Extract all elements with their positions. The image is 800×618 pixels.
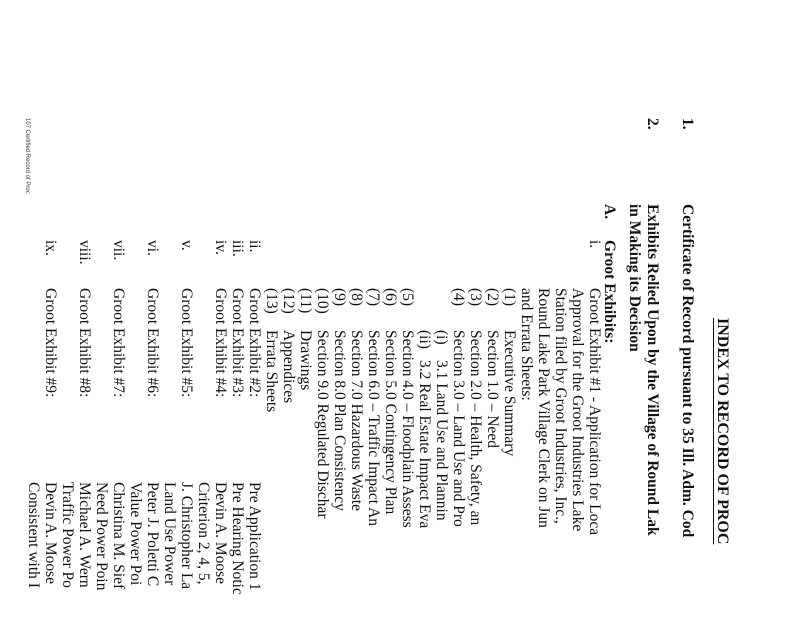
- text-line-ix-desc: Devin A. Moose: [42, 482, 59, 585]
- text-line-iii: iii.: [229, 240, 246, 257]
- text-line-n3: (3): [467, 288, 484, 307]
- text-line-n2-text: Section 1.0 – Need: [484, 330, 501, 448]
- text-line-n6-text: Section 5.0 Contingency Plan: [382, 330, 399, 515]
- text-line-item2-text: Exhibits Relied Upon by the Village of Round Lak: [644, 204, 661, 536]
- text-line-v-desc-2: Land Use Power: [161, 482, 178, 586]
- text-line-n12-text: Appendices: [280, 330, 297, 404]
- text-line-vi-text: Groot Exhibit #6:: [144, 288, 161, 398]
- text-line-vii-desc-2: Need Power Poin: [93, 482, 110, 591]
- page-footer: 107 Certified Record of Proc: [24, 118, 30, 194]
- text-line-i-text: Groot Exhibit #1 - Application for Loca: [586, 288, 603, 536]
- text-line-ix-desc-2: Consistent with I: [25, 482, 42, 588]
- text-line-n2: (2): [484, 288, 501, 307]
- text-line-n9-text: Section 8.0 Plan Consistency: [331, 330, 348, 511]
- text-line-iv-desc-2: Criterion 2, 4, 5,: [195, 482, 212, 585]
- text-line-vii: vii.: [110, 240, 127, 261]
- text-line-ni-text: 3.1 Land Use and Plannin: [433, 360, 450, 521]
- text-line-iv: iv.: [212, 240, 229, 255]
- text-line-viii-desc: Michael A. Wern: [76, 482, 93, 588]
- text-line-v-text: Groot Exhibit #5:: [178, 288, 195, 398]
- page-title: INDEX TO RECORD OF PROC: [714, 318, 731, 545]
- text-line-iv-desc: Devin A. Moose: [212, 482, 229, 585]
- text-line-v: v.: [178, 240, 195, 251]
- text-line-n12: (12): [280, 288, 297, 314]
- text-line-n8: (8): [348, 288, 365, 307]
- text-line-n5-text: Section 4.0 – Floodplain Assess: [399, 330, 416, 528]
- text-line-n10: (10): [314, 288, 331, 314]
- text-line-item2-text-2: in Making its Decision: [626, 204, 643, 352]
- text-line-i-text-2: Approval for the Groot Industries Lake: [569, 288, 586, 532]
- text-line-v-desc: J. Christopher La: [178, 482, 195, 590]
- text-line-n6: (6): [382, 288, 399, 307]
- text-line-vi-desc-2: Value Power Poi: [127, 482, 144, 586]
- text-line-n13-text: Errata Sheets: [263, 330, 280, 413]
- text-line-n13: (13): [263, 288, 280, 314]
- text-line-n9: (9): [331, 288, 348, 307]
- text-line-n4: (4): [450, 288, 467, 307]
- text-line-itemA: A.: [601, 204, 618, 220]
- text-line-item2: 2.: [644, 118, 661, 130]
- text-line-vii-desc: Christina M. Sief: [110, 482, 127, 590]
- text-line-n7-text: Section 6.0 – Traffic Impact An: [365, 330, 382, 527]
- text-line-n1: (1): [501, 288, 518, 307]
- text-line-viii-text: Groot Exhibit #8:: [76, 288, 93, 398]
- text-line-viii-desc-2: Traffic Power Po: [59, 482, 76, 588]
- text-line-n5: (5): [399, 288, 416, 307]
- text-line-item1-text: Certificate of Record pursuant to 35 Ill. Adm. Cod: [679, 204, 696, 538]
- text-line-nii: (ii): [416, 330, 433, 349]
- text-line-ni: (i): [433, 330, 450, 345]
- text-line-n11-text: Drawings: [297, 330, 314, 391]
- text-line-n7: (7): [365, 288, 382, 307]
- text-line-vi: vi.: [144, 240, 161, 256]
- text-line-i-text-4: Round Lake Park Village Clerk on Jun: [535, 288, 552, 528]
- text-line-vii-text: Groot Exhibit #7:: [110, 288, 127, 398]
- text-line-ii-desc: Pre Application 1: [246, 482, 263, 591]
- text-line-i-text-5: and Errata Sheets:: [518, 288, 535, 401]
- text-line-n4-text: Section 3.0 – Land Use and Pro: [450, 330, 467, 527]
- text-line-vi-desc: Peter J. Poletti C: [144, 482, 161, 587]
- text-line-n10-text: Section 9.0 Regulated Dischar: [314, 330, 331, 519]
- text-line-ii-text: Groot Exhibit #2:: [246, 288, 263, 398]
- text-line-itemA-text: Groot Exhibits:: [601, 240, 618, 344]
- text-line-iii-text: Groot Exhibit #3:: [229, 288, 246, 398]
- text-line-viii: viii.: [76, 240, 93, 265]
- text-line-n8-text: Section 7.0 Hazardous Waste: [348, 330, 365, 511]
- text-line-n1-text: Executive Summary: [501, 330, 518, 457]
- text-line-nii-text: 3.2 Real Estate Impact Eva: [416, 360, 433, 529]
- text-line-n3-text: Section 2.0 – Health, Safety, an: [467, 330, 484, 526]
- text-line-i-text-3: Station filed by Groot Industries, Inc.,: [552, 288, 569, 524]
- text-line-n11: (11): [297, 288, 314, 314]
- text-line-ix-text: Groot Exhibit #9:: [42, 288, 59, 398]
- text-line-i: i.: [586, 240, 603, 249]
- text-line-item1: 1.: [679, 118, 696, 130]
- text-line-ii: ii.: [246, 240, 263, 253]
- text-line-ix: ix.: [42, 240, 59, 256]
- text-line-iv-text: Groot Exhibit #4:: [212, 288, 229, 398]
- text-line-iii-desc: Pre Hearing Notic: [229, 482, 246, 595]
